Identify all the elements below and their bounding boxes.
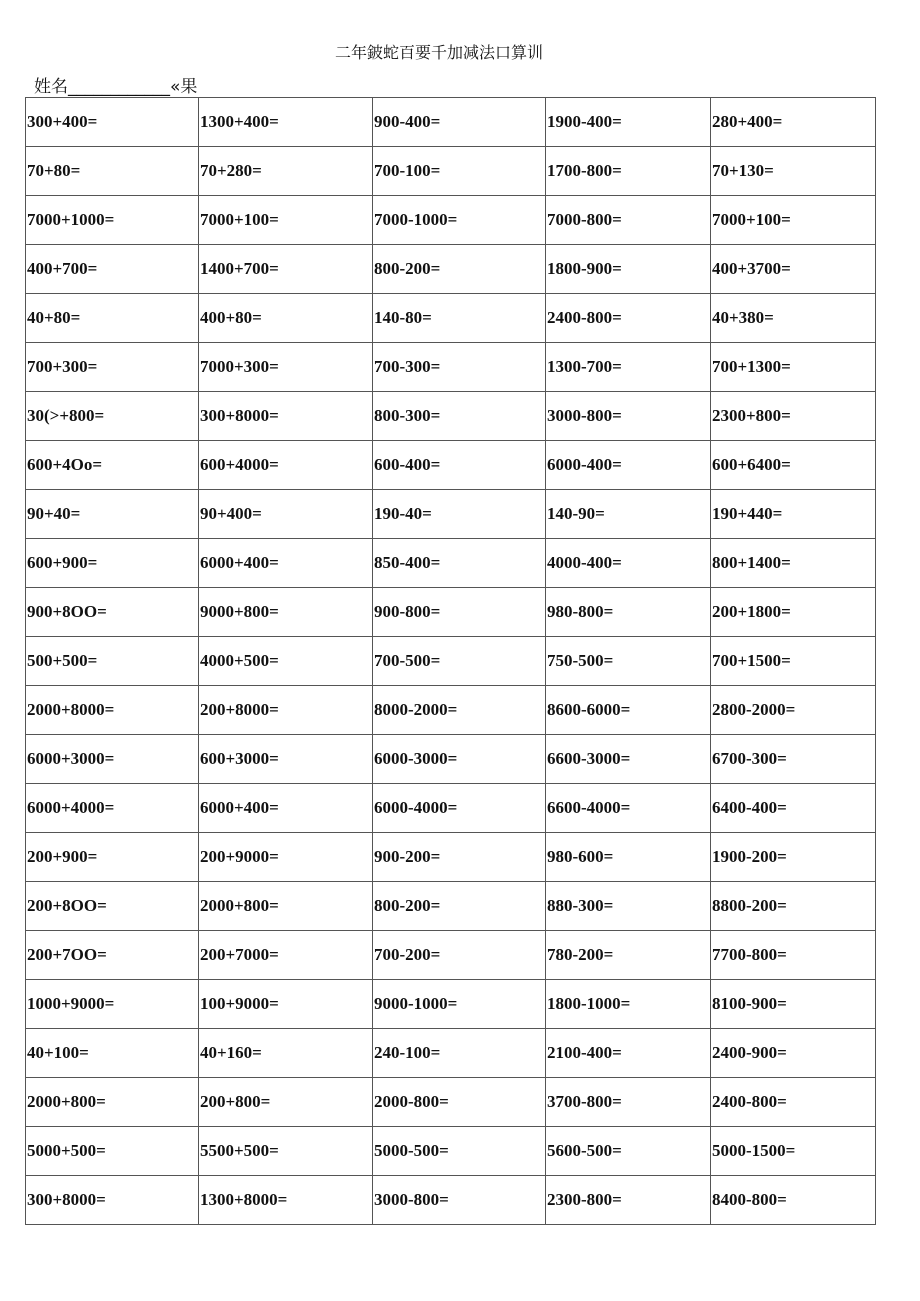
problem-cell: 6600-4000= [546,784,711,833]
problem-cell: 280+400= [711,98,876,147]
problem-cell: 300+8000= [199,392,373,441]
problem-cell: 6000-3000= [373,735,546,784]
problem-cell: 700-500= [373,637,546,686]
problem-cell: 600-400= [373,441,546,490]
problem-cell: 140-90= [546,490,711,539]
problem-cell: 70+280= [199,147,373,196]
problem-cell: 7000+100= [711,196,876,245]
problem-cell: 5000+500= [26,1127,199,1176]
problem-cell: 3000-800= [546,392,711,441]
problem-cell: 2300+800= [711,392,876,441]
problem-cell: 600+6400= [711,441,876,490]
problem-row [26,931,876,980]
problem-cell: 1700-800= [546,147,711,196]
problem-cell: 40+100= [26,1029,199,1078]
problem-cell: 600+900= [26,539,199,588]
problem-cell: 6000+3000= [26,735,199,784]
problem-cell: 2000-800= [373,1078,546,1127]
problem-row [26,294,876,343]
problem-cell: 2400-800= [546,294,711,343]
problem-cell: 980-800= [546,588,711,637]
problem-cell: 500+500= [26,637,199,686]
problem-cell: 2000+800= [199,882,373,931]
problem-cell: 1300-700= [546,343,711,392]
problem-cell: 90+400= [199,490,373,539]
problem-cell: 70+80= [26,147,199,196]
problem-cell: 8100-900= [711,980,876,1029]
problem-cell: 8000-2000= [373,686,546,735]
problem-cell: 3000-800= [373,1176,546,1225]
problem-cell: 750-500= [546,637,711,686]
problem-cell: 600+3000= [199,735,373,784]
problem-cell: 8800-200= [711,882,876,931]
problem-cell: 140-80= [373,294,546,343]
problem-cell: 2000+800= [26,1078,199,1127]
problem-cell: 8600-6000= [546,686,711,735]
problem-cell: 7000-800= [546,196,711,245]
problem-cell: 6000+4000= [26,784,199,833]
problem-grid [25,97,876,1225]
problem-cell: 6700-300= [711,735,876,784]
problem-cell: 2400-900= [711,1029,876,1078]
problem-cell: 200+9000= [199,833,373,882]
problem-cell: 900+8OO= [26,588,199,637]
problem-cell: 780-200= [546,931,711,980]
problem-cell: 800-200= [373,245,546,294]
problem-cell: 6600-3000= [546,735,711,784]
problem-cell: 40+380= [711,294,876,343]
problem-cell: 200+1800= [711,588,876,637]
problem-cell: 800-200= [373,882,546,931]
problem-cell: 800+1400= [711,539,876,588]
problem-cell: 30(>+800= [26,392,199,441]
problem-cell: 7000-1000= [373,196,546,245]
problem-cell: 300+8000= [26,1176,199,1225]
problem-row [26,245,876,294]
problem-row [26,1029,876,1078]
problem-row [26,637,876,686]
problem-cell: 70+130= [711,147,876,196]
problem-cell: 700+1500= [711,637,876,686]
problem-cell: 700-100= [373,147,546,196]
problem-cell: 190+440= [711,490,876,539]
problem-cell: 900-200= [373,833,546,882]
problem-cell: 1900-200= [711,833,876,882]
problem-row [26,1078,876,1127]
problem-cell: 600+4Oo= [26,441,199,490]
problem-cell: 200+900= [26,833,199,882]
problem-cell: 5600-500= [546,1127,711,1176]
problem-row [26,98,876,147]
problem-cell: 240-100= [373,1029,546,1078]
problem-cell: 400+80= [199,294,373,343]
problem-cell: 400+700= [26,245,199,294]
problem-row [26,686,876,735]
problem-cell: 800-300= [373,392,546,441]
problem-cell: 200+800= [199,1078,373,1127]
problem-cell: 200+8OO= [26,882,199,931]
problem-cell: 90+40= [26,490,199,539]
problem-cell: 880-300= [546,882,711,931]
problem-cell: 200+7OO= [26,931,199,980]
problem-row [26,539,876,588]
problem-row [26,588,876,637]
problem-cell: 6000+400= [199,539,373,588]
problem-cell: 900-400= [373,98,546,147]
problem-cell: 40+80= [26,294,199,343]
problem-cell: 2100-400= [546,1029,711,1078]
problem-cell: 6000+400= [199,784,373,833]
problem-row [26,784,876,833]
problem-cell: 700-300= [373,343,546,392]
problem-row [26,833,876,882]
problem-row [26,392,876,441]
problem-cell: 4000+500= [199,637,373,686]
problem-cell: 700+1300= [711,343,876,392]
problem-cell: 850-400= [373,539,546,588]
problem-cell: 1400+700= [199,245,373,294]
problem-cell: 2800-2000= [711,686,876,735]
name-field-label: 姓名____________«果 [34,77,198,97]
problem-row [26,735,876,784]
problem-cell: 7700-800= [711,931,876,980]
problem-cell: 7000+100= [199,196,373,245]
problem-cell: 2300-800= [546,1176,711,1225]
problem-cell: 40+160= [199,1029,373,1078]
problem-cell: 6000-400= [546,441,711,490]
problem-cell: 100+9000= [199,980,373,1029]
worksheet-title: 二年鈹蛇百要千加减法口算训 [334,43,543,62]
problem-cell: 1800-1000= [546,980,711,1029]
problem-cell: 9000-1000= [373,980,546,1029]
problem-cell: 4000-400= [546,539,711,588]
problem-cell: 9000+800= [199,588,373,637]
problem-cell: 400+3700= [711,245,876,294]
problem-cell: 1300+8000= [199,1176,373,1225]
problem-cell: 5000-1500= [711,1127,876,1176]
problem-cell: 1300+400= [199,98,373,147]
problem-cell: 600+4000= [199,441,373,490]
problem-row [26,980,876,1029]
problem-cell: 7000+300= [199,343,373,392]
problem-cell: 6400-400= [711,784,876,833]
problem-cell: 200+7000= [199,931,373,980]
problem-cell: 980-600= [546,833,711,882]
problem-cell: 6000-4000= [373,784,546,833]
problem-cell: 8400-800= [711,1176,876,1225]
problem-cell: 900-800= [373,588,546,637]
problem-cell: 1000+9000= [26,980,199,1029]
problem-cell: 300+400= [26,98,199,147]
problem-row [26,441,876,490]
problem-cell: 200+8000= [199,686,373,735]
problem-row [26,1127,876,1176]
problem-cell: 1800-900= [546,245,711,294]
problem-cell: 700-200= [373,931,546,980]
problem-cell: 5500+500= [199,1127,373,1176]
problem-cell: 1900-400= [546,98,711,147]
problem-row [26,1176,876,1225]
problem-cell: 3700-800= [546,1078,711,1127]
problem-row [26,147,876,196]
problem-row [26,882,876,931]
problem-cell: 5000-500= [373,1127,546,1176]
problem-cell: 7000+1000= [26,196,199,245]
problem-row [26,343,876,392]
problem-row [26,196,876,245]
problem-cell: 700+300= [26,343,199,392]
problem-cell: 2000+8000= [26,686,199,735]
problem-cell: 190-40= [373,490,546,539]
problem-cell: 2400-800= [711,1078,876,1127]
problem-row [26,490,876,539]
